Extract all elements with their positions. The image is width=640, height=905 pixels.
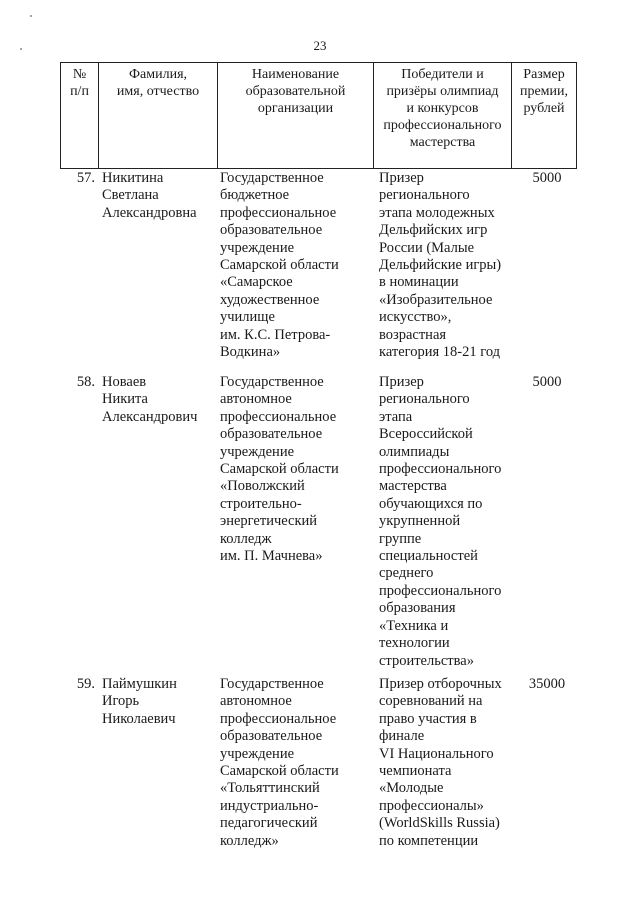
- header-num: № п/п: [61, 63, 99, 169]
- table-header: [60, 62, 577, 169]
- organization-name: Государственное бюджетное профессиональное образовательное учреждение Самарской области «Самарское художественное училище им. К.С. Петрова- Водкина»: [220, 170, 339, 361]
- row-number: 59.: [76, 676, 95, 692]
- person-name: Никитина Светлана Александровна: [102, 170, 197, 221]
- header-winners: Победители и призёры олимпиад и конкурсов профессионального мастерства: [374, 63, 512, 169]
- header-name: Фамилия, имя, отчество: [99, 63, 218, 169]
- achievement: Призер регионального этапа Всероссийской олимпиады профессионального мастерства обучающихся по укрупненной группе специальностей среднего профессионального образования «Техника и технологии строительства»: [379, 374, 502, 669]
- table-row: [60, 170, 580, 370]
- table-row: [60, 676, 580, 856]
- prize-amount: 35000: [528, 676, 566, 692]
- header-prize: Размер премии, рублей: [512, 63, 577, 169]
- achievement: Призер отборочных соревнований на право участия в финале VI Национального чемпионата «Молодые профессионалы» (WorldSkills Russia) по компетенции: [379, 676, 502, 849]
- person-name: Новаев Никита Александрович: [102, 374, 198, 425]
- table-row: [60, 374, 580, 674]
- prize-amount: 5000: [532, 170, 562, 186]
- scan-speck: [30, 15, 32, 17]
- page-number: 23: [313, 38, 327, 53]
- person-name: Паймушкин Игорь Николаевич: [102, 676, 177, 727]
- prize-amount: 5000: [532, 374, 562, 390]
- row-number: 57.: [76, 170, 95, 186]
- table-header-row: [61, 63, 577, 169]
- row-number: 58.: [76, 374, 95, 390]
- organization-name: Государственное автономное профессиональное образовательное учреждение Самарской области «Тольяттинский индустриально- педагогический колледж»: [220, 676, 339, 849]
- organization-name: Государственное автономное профессиональное образовательное учреждение Самарской области «Поволжский строительно- энергетический колледж им. П. Мачнева»: [220, 374, 339, 565]
- header-org: Наименование образовательной организации: [218, 63, 374, 169]
- achievement: Призер регионального этапа молодежных Дельфийских игр России (Малые Дельфийские игры) в номинации «Изобразительное искусство», возрастная категория 18-21 год: [379, 170, 502, 361]
